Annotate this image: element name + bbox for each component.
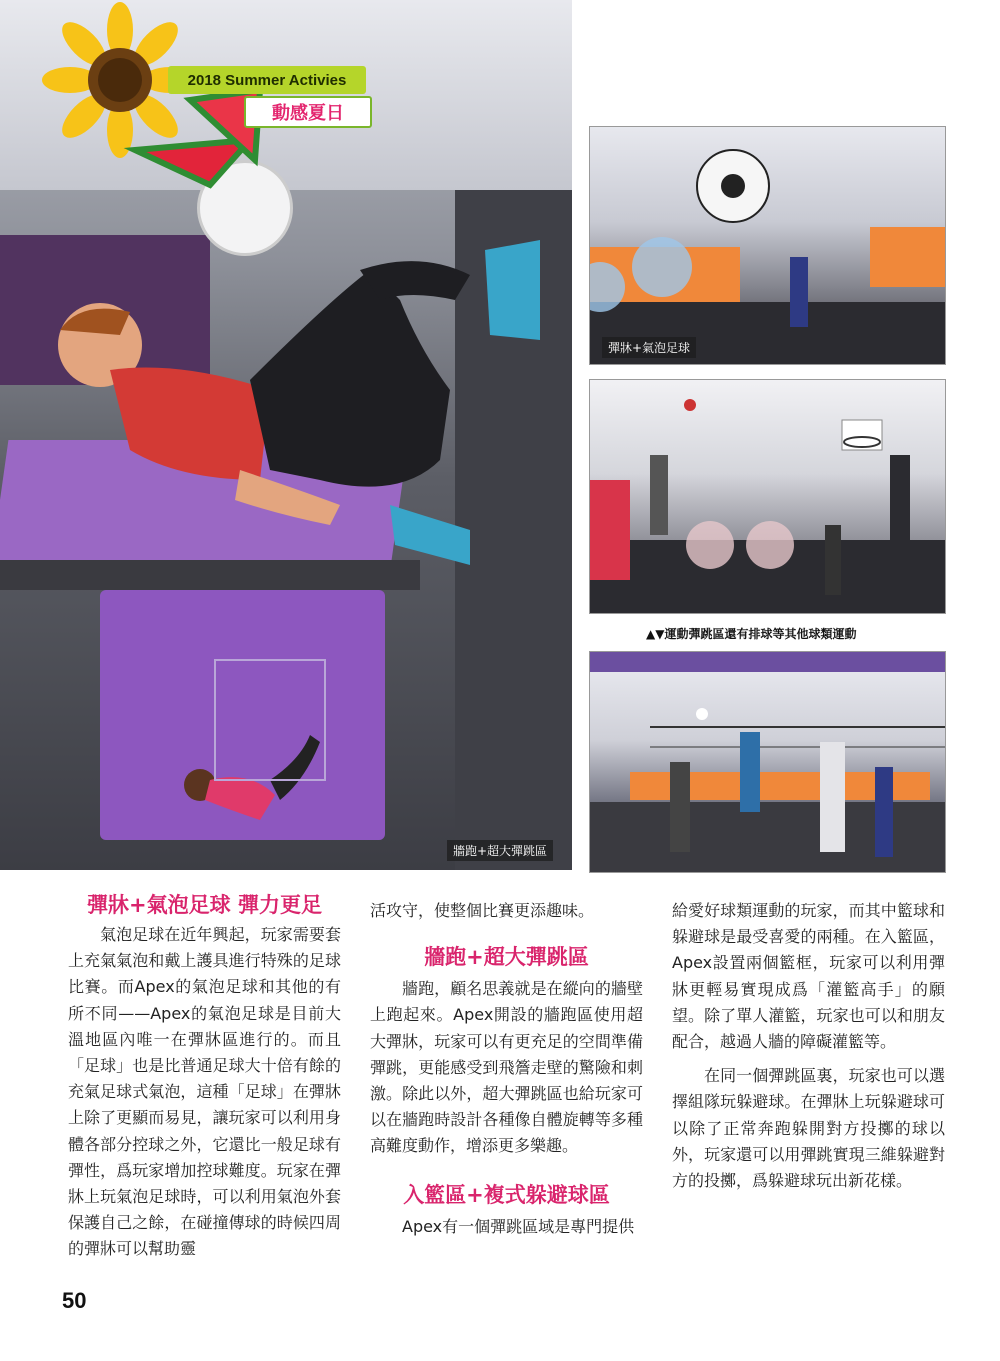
heading-wall-run: 牆跑+超大彈跳區 [424, 945, 589, 970]
middle-caption: ▲▼運動彈跳區還有排球等其他球類運動 [646, 627, 857, 641]
article-column-3 [672, 898, 945, 1194]
page-number: 50 [62, 1288, 87, 1313]
photo-volleyball [589, 651, 946, 873]
article-column-2 [370, 898, 643, 1240]
heading-bubble-soccer: 彈牀+氣泡足球 彈力更足 [87, 893, 322, 917]
article-column-1 [68, 890, 341, 1263]
photo1-caption: 彈牀+氣泡足球 [602, 337, 696, 358]
hero-caption: 牆跑+超大彈跳區 [447, 840, 553, 861]
bubble-soccer-scene [590, 127, 945, 364]
paragraph-wall-run: 牆跑，顧名思義就是在縱向的牆壁上跑起來。Apex開設的牆跑區使用超大彈牀，玩家可以有更充足的空間準備彈跳，更能感受到飛簷走壁的驚險和刺激。除此以外，超大彈跳區也給玩家可以在牆跑時設計各種像自體旋轉等多種高難度動作，增添更多樂趣。 [370, 979, 643, 1156]
basketball-scene [590, 380, 945, 613]
photo-basketball [589, 379, 946, 614]
series-label: 2018 Summer Activies [168, 66, 366, 94]
paragraph-continued: 活攻守，使整個比賽更添趣味。 [370, 901, 595, 920]
paragraph-dunk-intro: Apex有一個彈跳區域是專門提供 [402, 1216, 635, 1236]
paragraph-dodgeball: 在同一個彈跳區裏，玩家也可以選擇組隊玩躲避球。在彈牀上玩躲避球可以除了正常奔跑躲開對方投擲的球以外，玩家還可以用彈跳實現三維躲避對方的投擲，爲躲避球玩出新花樣。 [672, 1066, 945, 1191]
photo-bubble-soccer [589, 126, 946, 365]
paragraph-dunk: 給愛好球類運動的玩家，而其中籃球和躲避球是最受喜愛的兩種。在入籃區，Apex設置兩個籃框，玩家可以利用彈牀更輕易實現成爲「灌籃高手」的願望。除了單人灌籃，玩家也可以和朋友配合，越過人牆的障礙灌籃等。 [672, 901, 945, 1052]
heading-dunk-dodgeball: 入籃區+複式躲避球區 [403, 1182, 610, 1207]
paragraph-bubble-soccer: 氣泡足球在近年興起，玩家需要套上充氣氣泡和戴上護具進行特殊的足球比賽。而Apex的氣泡足球和其他的有所不同——Apex的氣泡足球是目前大溫地區內唯一在彈牀區進行的。而且「足球」也是比普通足球大十倍有餘的充氣足球式氣泡，這種「足球」在彈牀上除了更顯而易見，讓玩家可以利用身體各部分控球之外，它還比一般足球有彈性，爲玩家增加控球難度。玩家在彈牀上玩氣泡足球時，可以利用氣泡外套保護自己之餘，在碰撞傳球的時候四周的彈牀可以幫助靈 [68, 925, 341, 1259]
volleyball-scene [590, 652, 945, 872]
section-title: 動感夏日 [244, 96, 372, 128]
